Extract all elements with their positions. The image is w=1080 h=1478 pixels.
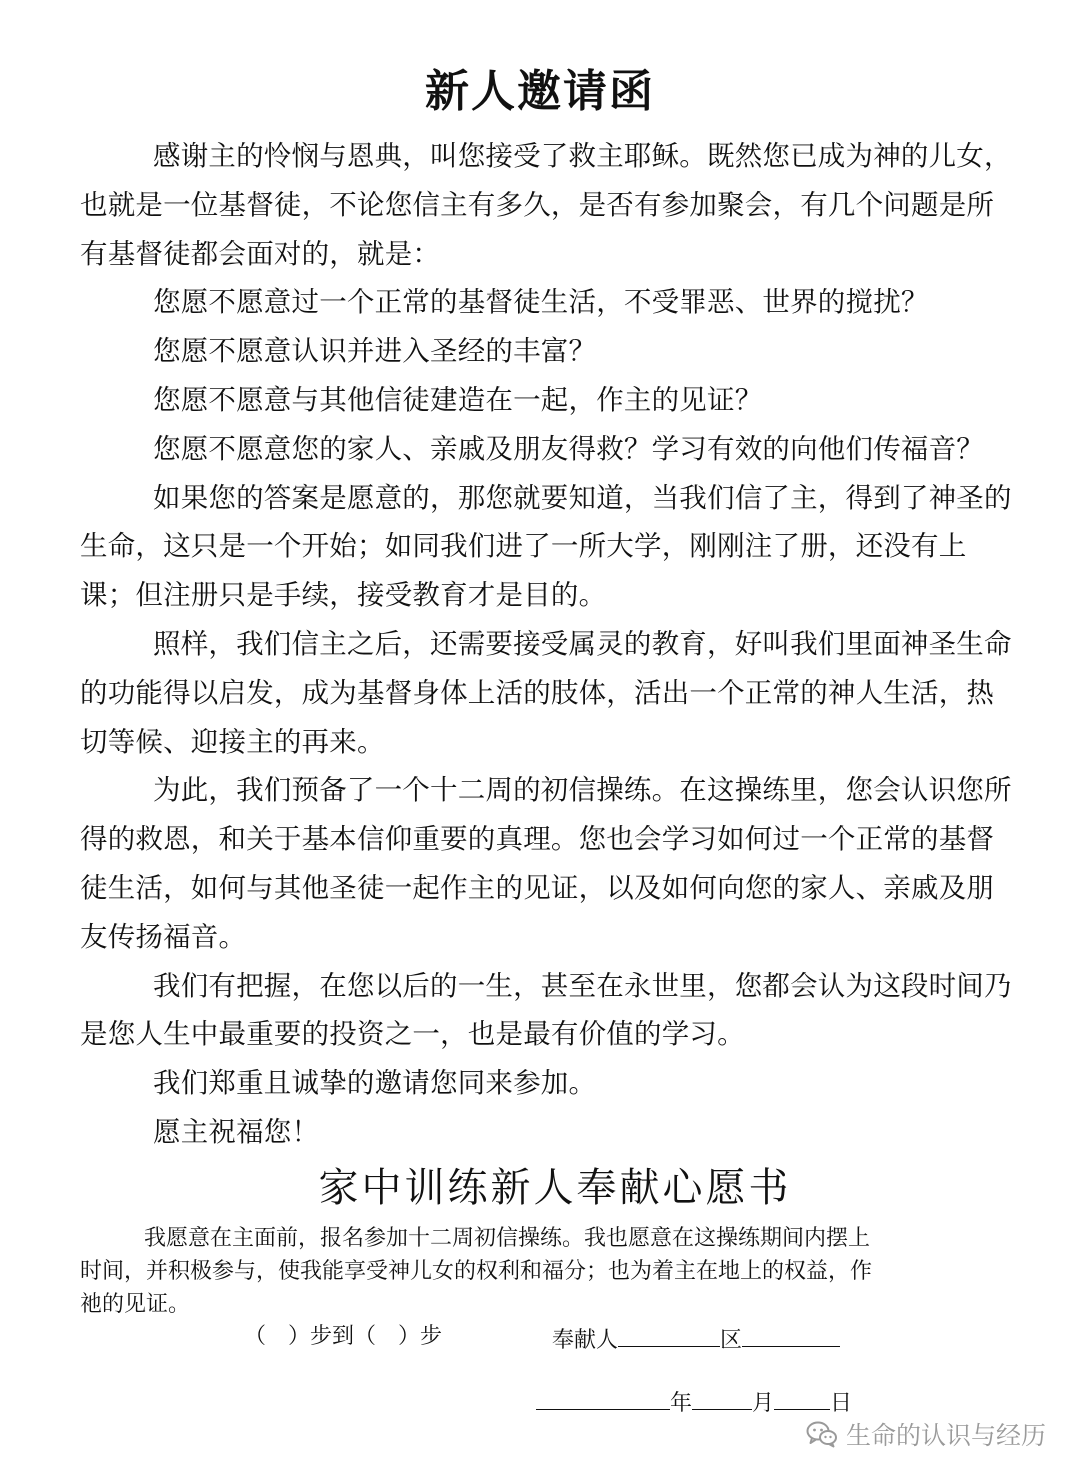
invitation-title: 新人邀请函 <box>425 66 655 117</box>
day-label: 日 <box>830 1391 853 1416</box>
year-blank[interactable] <box>536 1385 670 1410</box>
education-paragraph: 照样，我们信主之后，还需要接受属灵的教育，好叫我们里面神圣生命的功能得以启发，成为基督身体上活的肢体，活出一个正常的神人生活，热切等候、迎接主的再来。 <box>80 627 1012 758</box>
blessing-line: 愿主祝福您！ <box>153 1115 320 1148</box>
offerer-name-blank[interactable] <box>618 1322 720 1347</box>
question-3: 您愿不愿意与其他信徒建造在一起，作主的见证？ <box>153 383 763 416</box>
assurance-paragraph: 我们有把握，在您以后的一生，甚至在永世里，您都会认为这段时间乃是您人生中最重要的投资之一，也是最有价值的学习。 <box>80 969 1012 1051</box>
intro-paragraph: 感谢主的怜悯与恩典，叫您接受了救主耶稣。既然您已成为神的儿女，也就是一位基督徒，不论您信主有多久，是否有参加聚会，有几个问题是所有基督徒都会面对的，就是： <box>80 140 1012 270</box>
pledge-text: 我愿意在主面前，报名参加十二周初信操练。我也愿意在这操练期间内摆上时间，并积极参与，使我能享受神儿女的权利和福分；也为着主在地上的权益，作祂的见证。 <box>80 1226 873 1317</box>
month-blank[interactable] <box>692 1385 752 1410</box>
date-row <box>536 1385 852 1419</box>
offerer-label: 奉献人 <box>552 1328 619 1353</box>
answer-paragraph: 如果您的答案是愿意的，那您就要知道，当我们信了主，得到了神圣的生命，这只是一个开始；如同我们进了一所大学，刚刚注了册，还没有上课；但注册只是手续，接受教育才是目的。 <box>80 481 1012 612</box>
question-4: 您愿不愿意您的家人、亲戚及朋友得救？学习有效的向他们传福音？ <box>153 432 984 465</box>
question-2: 您愿不愿意认识并进入圣经的丰富？ <box>153 335 597 368</box>
pledge-title: 家中训练新人奉献心愿书 <box>318 1165 792 1211</box>
district-label: 区 <box>720 1328 743 1353</box>
question-1: 您愿不愿意过一个正常的基督徒生活，不受罪恶、世界的搅扰？ <box>153 286 929 319</box>
invite-line: 我们郑重且诚挚的邀请您同来参加。 <box>153 1067 597 1100</box>
offerer-row <box>552 1322 840 1356</box>
invitation-body <box>80 132 1020 1157</box>
steps-field[interactable] <box>244 1322 442 1352</box>
month-label: 月 <box>752 1391 775 1416</box>
course-paragraph: 为此，我们预备了一个十二周的初信操练。在这操练里，您会认识您所得的救恩，和关于基本信仰重要的真理。您也会学习如何过一个正常的基督徒生活，如何与其他圣徒一起作主的见证，以及如何向您的家人、亲戚及朋友传扬福音。 <box>80 774 1012 953</box>
year-label: 年 <box>670 1391 693 1416</box>
watermark-text: 生命的认识与经历 <box>845 1421 1046 1450</box>
steps-label: （ ）步到（ ）步 <box>244 1324 443 1349</box>
wechat-icon <box>806 1420 838 1448</box>
watermark <box>806 1416 1046 1452</box>
day-blank[interactable] <box>774 1385 830 1410</box>
district-blank[interactable] <box>742 1322 840 1347</box>
